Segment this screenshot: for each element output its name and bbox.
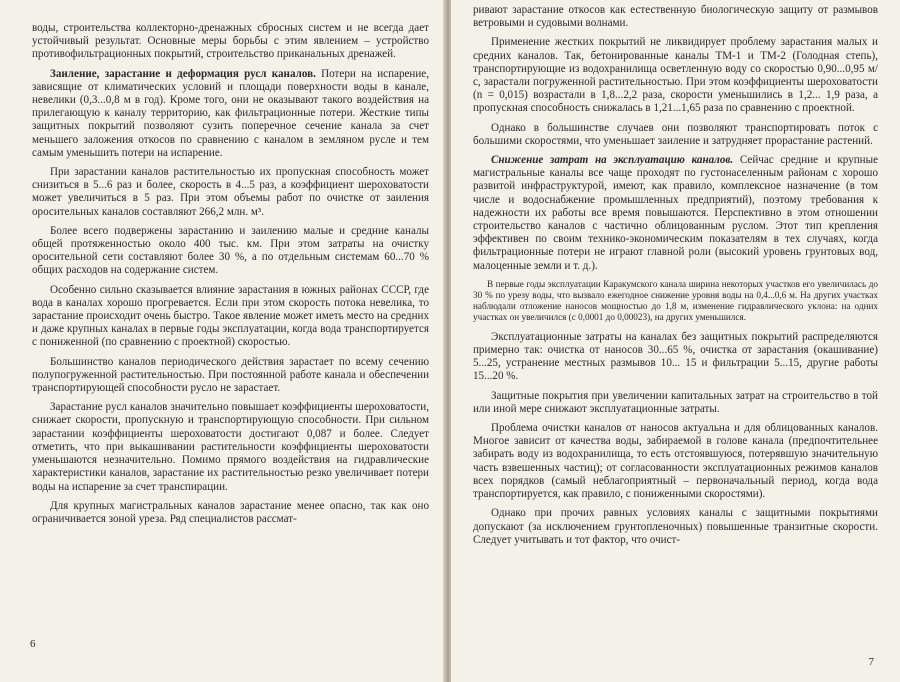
page-number: 7 bbox=[868, 656, 874, 668]
left-page bbox=[0, 0, 447, 682]
paragraph: Эксплуатационные затраты на каналах без защитных покрытий распределяются примерно так: очистка от наносов 30...65 %, очистка от зарастания (окашивание) 5...25, устранение местных размывов 10... 15 и фильтрации 5...15, другие работы 15...20 %. bbox=[473, 330, 878, 383]
footnote: В первые годы эксплуатации Каракумского канала ширина некоторых участков его увеличилась до 30 % по урезу воды, что вызвало ежегодное снижение уровня воды на 0,4...0,6 м. На других участках наблюдали отложение наносов мощностью до 1,8 м, изменение гидравлического уклона: на одних участках он увеличился (с 0,0001 до 0,00023), на других уменьшился. bbox=[473, 278, 878, 322]
page-number: 6 bbox=[30, 638, 36, 650]
paragraph-text: Потери на испарение, зависящие от климатических условий и площади поверхности воды в канале, невелики (0,3...0,8 м в год). Кроме того, они не оказывают такого воздействия на прилегающую к каналу территорию, как фильтрационные потери. Жесткие типы защитных покрытий позволяют сузить поперечное сечение канала за счет меньшего заложения откосов по сравнению с каналом в земляном русле и тем самым уменьшить потери на испарение. bbox=[32, 67, 429, 159]
paragraph: Большинство каналов периодического действия зарастает по всему сечению полупогруженной растительностью. При постоянной работе канала и обеспечении транспортирующей способности русло не зарастает. bbox=[32, 355, 429, 395]
paragraph: Применение жестких покрытий не ликвидирует проблему зарастания малых и средних каналов. Так, бетонированные каналы ТМ-1 и ТМ-2 (Голодная степь), транспортирующие из водохранилища осветленную воду со скоростью 0,90...0,95 м/с, зарастали погруженной растительностью. При этом коэффициенты шероховатости (n = 0,015) возрастали в 1,8...2,2 раза, скорости уменьшились в 1,2... 1,9 раза, а пропускная способность снижалась в 1,21...1,65 раза по сравнению с проектной. bbox=[473, 36, 878, 115]
section-heading: Заиление, зарастание и деформация русл каналов. bbox=[50, 67, 316, 80]
paragraph: Более всего подвержены зарастанию и заилению малые и средние каналы общей протяженностью около 400 тыс. км. При этом затраты на очистку оросительной сети составляют более 30 %, а по отдельным системам 60...70 % общих расходов на содержание систем. bbox=[32, 224, 429, 277]
paragraph: ривают зарастание откосов как естественную биологическую защиту от размывов ветровыми и судовыми волнами. bbox=[473, 4, 878, 30]
paragraph: Однако в большинстве случаев они позволяют транспортировать поток с большими скоростями, что уменьшает заиление и затрудняет прорастание растений. bbox=[473, 121, 878, 147]
paragraph: Однако при прочих равных условиях каналы с защитными покрытиями допускают (за исключением грунтопленочных) повышенные транзитные скорости. Следует учитывать и тот фактор, что очист- bbox=[473, 507, 878, 546]
paragraph: При зарастании каналов растительностью их пропускная способность может снизиться в 5...6 раз и более, скорость в 4...5 раз, а коэффициент шероховатости может увеличиться в 5 раз. При этом объемы работ по очистке от заиления оросительных каналов составляют 266,2 млн. м³. bbox=[32, 166, 429, 218]
paragraph: Проблема очистки каналов от наносов актуальна и для облицованных каналов. Многое зависит от качества воды, забираемой в голове канала (предпочтительнее забирать воду из водохранилища, то есть отстоявшуюся, потерявшую значительную часть взвешенных частиц); от согласованности эксплуатационных режимов каналов всех порядков (самый неблагоприятный – первоначальный период, когда вода транспортируется, как правило, с пониженными скоростями). bbox=[473, 422, 878, 501]
paragraph: Защитные покрытия при увеличении капитальных затрат на строительство в той или иной мере снижают эксплуатационные затраты. bbox=[473, 389, 878, 415]
right-page bbox=[451, 0, 900, 682]
paragraph-text: Сейчас средние и крупные магистральные каналы все чаще проходят по густонаселенным районам с хорошо развитой инфраструктурой, имеют, как правило, комплексное назначение (в том числе и водоснабжение промышленных предприятий), поэтому требования к надежности их работы все время повышаются. Перспективно в этом отношении строительство каналов с частично облицованным руслом. Этот тип крепления эффективен по своим технико-экономическим показателям в тех случаях, когда фильтрационные потери не играют главной роли (высокий уровень грунтовых вод, малоценные земли и т. д.). bbox=[473, 154, 878, 272]
paragraph: Зарастание русл каналов значительно повышает коэффициенты шероховатости, снижает скорости, пропускную и транспортирующую способности. При сильном зарастании коэффициенты шероховатости достигают 0,087 и более. Следует отметить, что при выкашивании растительности коэффициенты шероховатости уменьшаются незначительно. Помимо прямого воздействия на гидравлические характеристики каналов, зарастание их растительностью резко увеличивает потери воды на испарение за счет транспирации. bbox=[32, 401, 429, 493]
paragraph: Для крупных магистральных каналов зарастание менее опасно, так как оно ограничивается зоной уреза. Ряд специалистов рассмат- bbox=[32, 499, 429, 525]
paragraph: Особенно сильно сказывается влияние зарастания в южных районах СССР, где вода в каналах хорошо прогревается. Если при этом скорость потока невелика, то зарастание происходит очень быстро. Такое явление может иметь место на средних и даже крупных каналах в первые годы эксплуатации, когда вода транспортируется с пониженной (по сравнению с проектной) скоростью. bbox=[32, 283, 429, 349]
paragraph-with-heading bbox=[32, 68, 429, 160]
paragraph-with-heading bbox=[473, 154, 878, 273]
section-heading: Снижение затрат на эксплуатацию каналов. bbox=[491, 154, 734, 167]
paragraph: воды, строительства коллекторно-дренажных сбросных систем и не всегда дает устойчивый результат. Основные меры борьбы с этим явлением – устройство противофильтрационных покрытий, строительство приканальных дренажей. bbox=[32, 22, 429, 61]
